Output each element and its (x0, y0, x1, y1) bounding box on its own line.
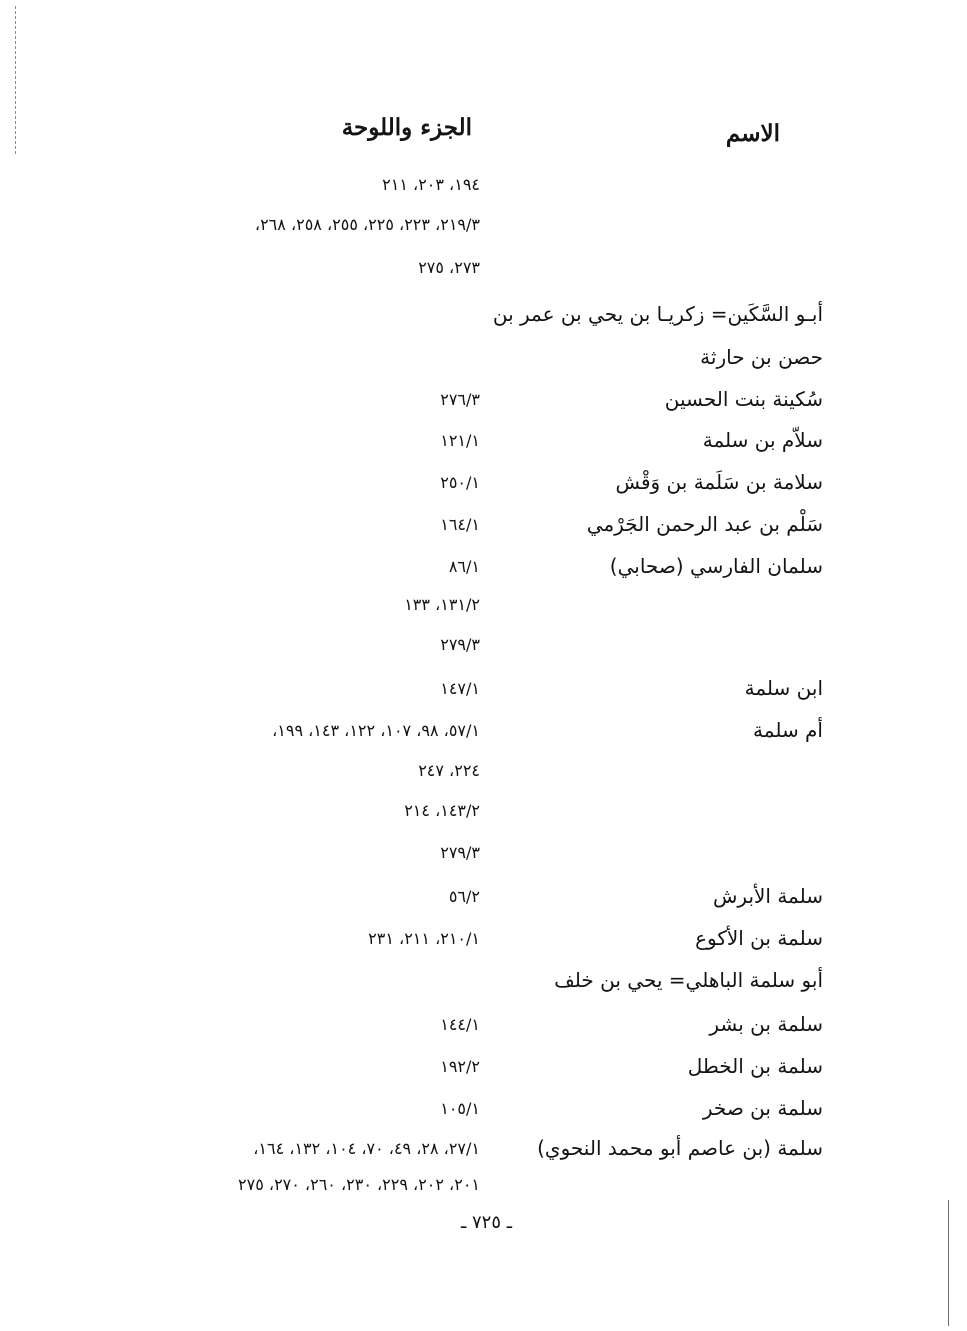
index-row (0, 554, 967, 594)
entry-volume-plate-refs: ١٣١/٢، ١٣٣ (404, 595, 480, 614)
entry-volume-plate-refs: ٥٧/١، ٩٨، ١٠٧، ١٢٢، ١٤٣، ١٩٩، (272, 721, 480, 740)
entry-volume-plate-refs: ٨٦/١ (448, 557, 480, 576)
entry-volume-plate-refs: ١٢١/١ (440, 431, 480, 450)
index-row (0, 212, 967, 252)
entry-volume-plate-refs: ١٦٤/١ (440, 515, 480, 534)
entry-volume-plate-refs: ٢٧٩/٣ (440, 843, 480, 862)
index-row (0, 798, 967, 838)
entry-name: سلمة الأبرش (713, 884, 823, 908)
index-row (0, 1012, 967, 1052)
entry-name: ابن سلمة (744, 676, 823, 700)
index-row (0, 428, 967, 468)
entry-name: سلمان الفارسي (صحابي) (609, 554, 823, 578)
index-row (0, 968, 967, 1008)
entry-name: سُكينة بنت الحسين (664, 387, 823, 411)
index-row (0, 345, 967, 385)
entry-name: سَلْم بن عبد الرحمن الجَرْمي (586, 512, 823, 536)
entry-volume-plate-refs: ٢١٠/١، ٢١١، ٢٣١ (368, 929, 480, 948)
entry-name: سلمة بن الخطل (687, 1054, 823, 1078)
entry-volume-plate-refs: ٢٧/١، ٢٨، ٤٩، ٧٠، ١٠٤، ١٣٢، ١٦٤، (253, 1139, 480, 1158)
index-row (0, 840, 967, 880)
entry-name: سلاّم بن سلمة (702, 428, 823, 452)
scan-edge-mark-right (948, 1200, 949, 1326)
column-header-name: الاسم (725, 120, 780, 147)
entry-volume-plate-refs: ١٩٤، ٢٠٣، ٢١١ (382, 175, 480, 194)
index-row (0, 718, 967, 758)
entry-volume-plate-refs: ١٤٣/٢، ٢١٤ (404, 801, 480, 820)
column-header-volume-plate: الجزء واللوحة (341, 114, 472, 141)
entry-volume-plate-refs: ٢٢٤، ٢٤٧ (418, 761, 480, 780)
entry-name: أم سلمة (753, 718, 823, 742)
index-row (0, 1096, 967, 1136)
index-row (0, 632, 967, 672)
index-row (0, 172, 967, 212)
scan-edge-mark-left (15, 6, 16, 154)
index-row (0, 676, 967, 716)
entry-volume-plate-refs: ٢٧٩/٣ (440, 635, 480, 654)
entry-name: أبو سلمة الباهلي= يحي بن خلف (554, 968, 823, 992)
index-row (0, 884, 967, 924)
entry-volume-plate-refs: ١٠٥/١ (440, 1099, 480, 1118)
entry-name: سلامة بن سَلَمة بن وَقْش (615, 470, 823, 494)
entry-volume-plate-refs: ١٤٧/١ (440, 679, 480, 698)
index-row (0, 387, 967, 427)
index-row (0, 302, 967, 342)
entry-volume-plate-refs: ٢٠١، ٢٠٢، ٢٢٩، ٢٣٠، ٢٦٠، ٢٧٠، ٢٧٥ (238, 1175, 480, 1194)
entry-name: سلمة بن بشر (709, 1012, 823, 1036)
index-row (0, 1136, 967, 1176)
entry-volume-plate-refs: ١٩٢/٢ (440, 1057, 480, 1076)
index-row (0, 1172, 967, 1212)
entry-volume-plate-refs: ٢٧٦/٣ (440, 390, 480, 409)
index-row (0, 512, 967, 552)
entry-volume-plate-refs: ٢٥٠/١ (440, 473, 480, 492)
index-row (0, 592, 967, 632)
index-row (0, 255, 967, 295)
entry-name: أبـو السَّكَين= زكريـا بن يحي بن عمر بن (492, 302, 823, 326)
index-row (0, 1054, 967, 1094)
entry-volume-plate-refs: ٢٧٣، ٢٧٥ (418, 258, 480, 277)
entry-name: سلمة (بن عاصم أبو محمد النحوي) (537, 1136, 823, 1160)
entry-volume-plate-refs: ١٤٤/١ (440, 1015, 480, 1034)
index-row (0, 758, 967, 798)
entry-name: سلمة بن صخر (702, 1096, 823, 1120)
index-row (0, 470, 967, 510)
page-number: ـ ٧٢٥ ـ (460, 1212, 512, 1233)
entry-name: حصن بن حارثة (700, 345, 823, 369)
entry-volume-plate-refs: ٥٦/٢ (448, 887, 480, 906)
entry-name: سلمة بن الأكوع (695, 926, 823, 950)
index-row (0, 926, 967, 966)
entry-volume-plate-refs: ٢١٩/٣، ٢٢٣، ٢٢٥، ٢٥٥، ٢٥٨، ٢٦٨، (254, 215, 480, 234)
